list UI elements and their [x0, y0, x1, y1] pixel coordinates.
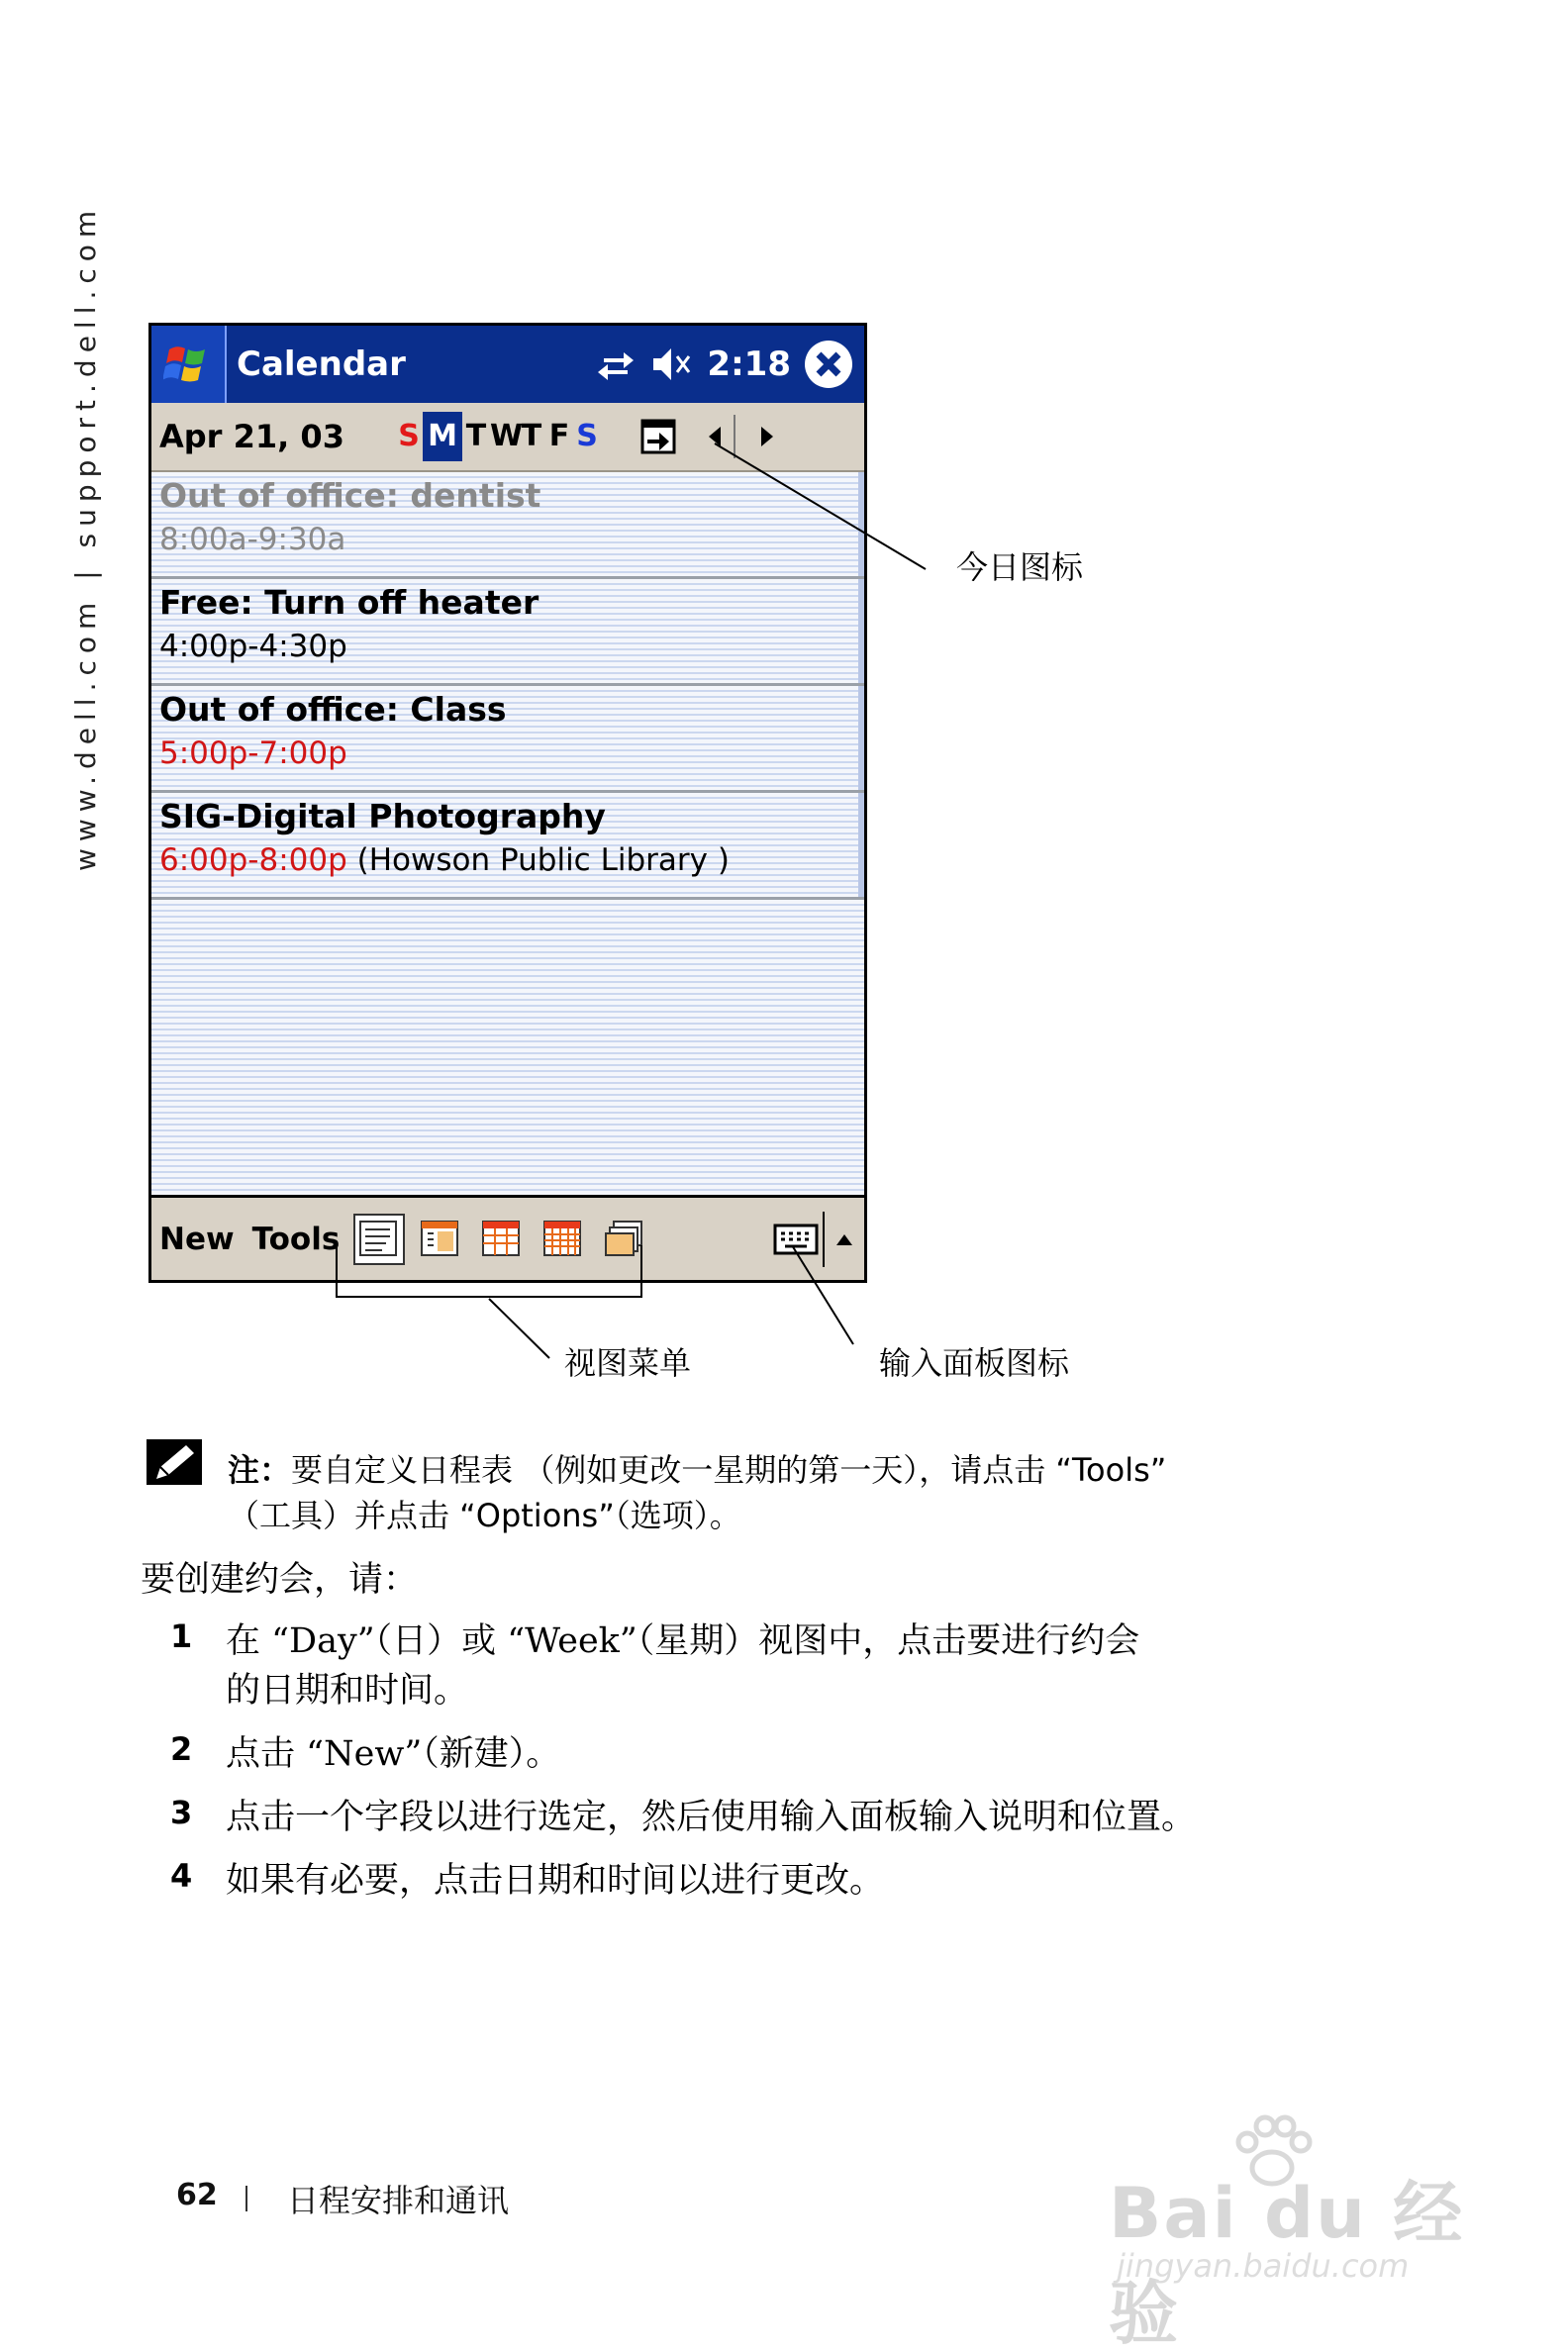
side-url-text: www.dell.com | support.dell.com	[69, 203, 102, 871]
next-button[interactable]	[747, 415, 787, 458]
view-menu	[353, 1214, 650, 1265]
connectivity-icon[interactable]	[596, 344, 636, 384]
appointment-time: 4:00p-4:30p	[159, 629, 347, 664]
step-number: 2	[170, 1730, 193, 1768]
close-button[interactable]	[801, 337, 856, 392]
page-number: 62	[176, 2178, 218, 2212]
step-text: 点击一个字段以进行选定，然后使用输入面板输入说明和位置。	[226, 1798, 1197, 1837]
day-thursday[interactable]: T	[521, 419, 542, 453]
today-icon	[639, 418, 677, 455]
day-view-icon[interactable]	[415, 1214, 466, 1265]
week-view-icon[interactable]	[476, 1214, 528, 1265]
windows-flag-icon	[163, 342, 213, 387]
day-tuesday[interactable]: T	[465, 419, 487, 453]
appointment-time: 5:00p-7:00p	[159, 735, 347, 771]
day-monday[interactable]: M	[423, 412, 462, 461]
note-line-1: 要自定义日程表 （例如更改一星期的第一天），请点击 “Tools”	[291, 1451, 1167, 1489]
day-friday[interactable]: F	[548, 419, 570, 453]
previous-button[interactable]	[696, 415, 735, 458]
up-arrow-icon	[834, 1231, 854, 1247]
right-arrow-icon	[757, 425, 777, 448]
callout-input-panel-icon: 输入面板图标	[879, 1344, 1070, 1382]
month-view-icon[interactable]	[538, 1214, 589, 1265]
note-label: 注：	[228, 1451, 292, 1489]
start-button[interactable]	[151, 326, 227, 403]
today-button[interactable]	[638, 415, 678, 458]
agenda-view-icon[interactable]	[353, 1214, 405, 1265]
day-strip	[395, 412, 601, 461]
step-text: 点击 “New”（新建）。	[226, 1734, 561, 1774]
step-text-cont: 的日期和时间。	[226, 1671, 469, 1711]
section-title: 日程安排和通讯	[287, 2182, 510, 2219]
appointment-list	[151, 472, 864, 1195]
day-wednesday[interactable]: W	[490, 419, 524, 453]
title-bar	[151, 326, 864, 403]
clock[interactable]: 2:18	[707, 344, 791, 384]
date-label[interactable]: Apr 21, 03	[159, 418, 344, 455]
appointment-time: 6:00p-8:00p	[159, 842, 347, 878]
step-number: 1	[170, 1617, 193, 1655]
keyboard-icon	[773, 1224, 819, 1255]
watermark-brand: Bai du 经验	[1109, 2173, 1465, 2352]
year-view-icon[interactable]	[599, 1214, 650, 1265]
note-pencil-icon	[147, 1439, 202, 1485]
tools-menu[interactable]: Tools	[251, 1221, 341, 1257]
appointment-title: SIG-Digital Photography	[159, 797, 606, 835]
footer-divider	[245, 2186, 247, 2211]
appointment-item[interactable]	[151, 686, 864, 793]
pda-screenshot	[148, 323, 867, 1283]
appointment-item[interactable]	[151, 793, 864, 900]
appointment-item[interactable]	[151, 579, 864, 686]
appointment-item[interactable]	[151, 472, 864, 579]
appointment-title: Out of office: dentist	[159, 476, 541, 515]
step-number: 4	[170, 1857, 193, 1895]
watermark	[1109, 2118, 1485, 2352]
app-title: Calendar	[237, 344, 406, 384]
new-menu[interactable]: New	[159, 1221, 235, 1257]
step-text: 在 “Day”（日）或 “Week”（星期）视图中，点击要进行约会	[226, 1621, 1140, 1661]
day-sunday[interactable]: S	[398, 419, 420, 453]
note-line-2: （工具）并点击 “Options”（选项）。	[228, 1497, 741, 1534]
speaker-muted-icon[interactable]	[649, 344, 693, 384]
input-panel-arrow[interactable]	[825, 1212, 864, 1267]
appointment-title: Out of office: Class	[159, 690, 507, 729]
callout-today-icon: 今日图标	[956, 548, 1084, 586]
watermark-url: jingyan.baidu.com	[1117, 2247, 1410, 2285]
intro-text: 要创建约会，请：	[141, 1560, 419, 1600]
left-arrow-icon	[705, 425, 725, 448]
step-text: 如果有必要，点击日期和时间以进行更改。	[226, 1861, 885, 1901]
appointment-time: 8:00a-9:30a	[159, 522, 346, 557]
close-icon	[803, 339, 854, 390]
callout-view-menu: 视图菜单	[564, 1344, 692, 1382]
appointment-location: (Howson Public Library )	[356, 842, 730, 878]
appointment-title: Free: Turn off heater	[159, 583, 539, 622]
input-panel-button[interactable]	[769, 1212, 825, 1267]
date-bar	[151, 403, 864, 472]
step-number: 3	[170, 1794, 193, 1831]
day-saturday[interactable]: S	[576, 419, 598, 453]
menu-bar	[151, 1195, 864, 1280]
